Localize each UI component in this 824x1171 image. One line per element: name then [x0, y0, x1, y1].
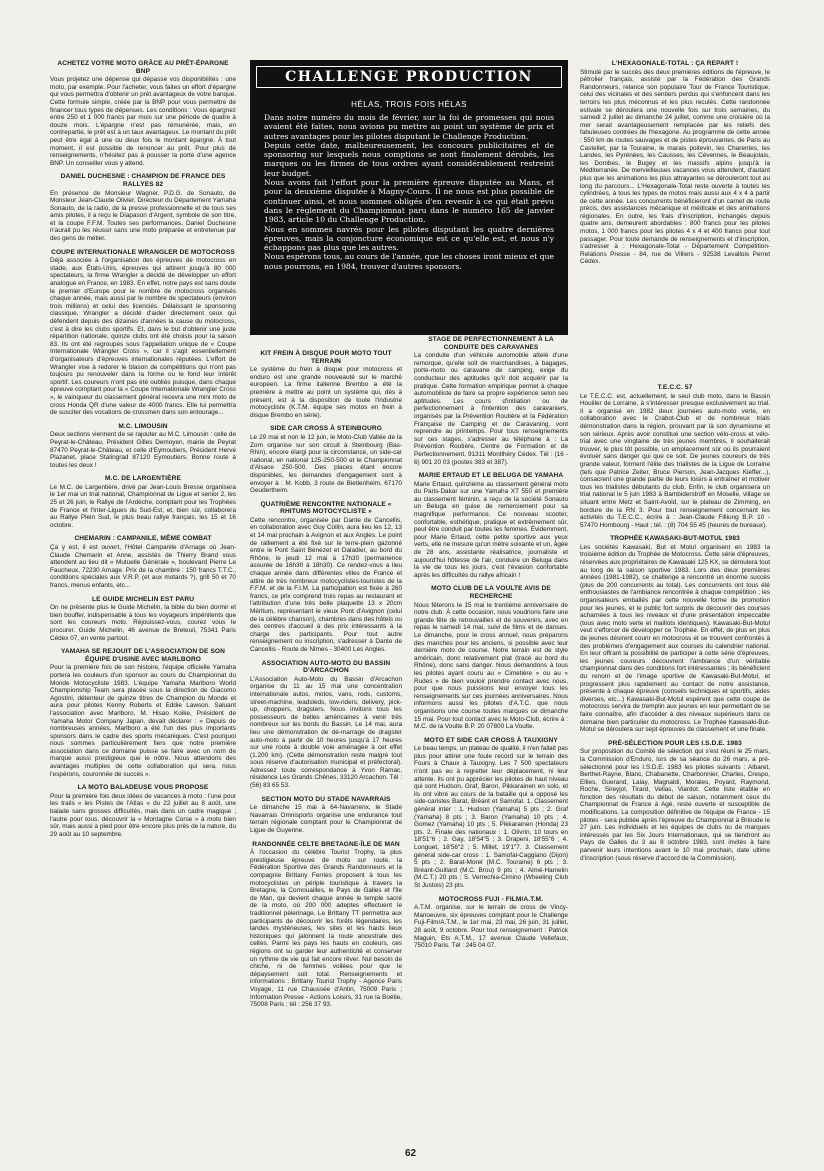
article-text: On ne présente plus le Guide Michelin, la bible du bien dormir et bien bouffer, indispensable à tous les voyageurs impénitents que sont les coureurs moto. Réjouissez-vous, courez vous le procurer. Guide Michelin, 46 avenue de Breteuil, 75341 Paris Cédex 07, en vente partout. — [50, 604, 236, 642]
article-text: Nous fêterons le 15 mai le trentième anniversaire de notre club. À cette occasion, nous voudrions faire une grande fête de retrouvailles et de souvenirs, avec en repas le samedi 14 mai, suivi de films et de danses. Le dimanche, pour le cross annuel, nous préparons des manches pour les anciens, si possible avec leur dernière moto de course. Notre terrain est de style américain, donc relativement plat (tracé au bord du Rhône), donc sans danger. Nous demandons à tous les pilotes ayant couru au « Cimetière » ou au « Rudes » de bien vouloir prendre contact avec nous, pour que nous puissions leur envoyer tous les renseignements sur ces journées anniversaires. Nous informons aussi les pilotes d'A.T.C. que nous organisons une course toutes marques ce dimanche 15 mai. Pour tout contact avec le Moto-Club, écrire à : M.C. de la Voulte B.P. 20 07800 La Voulte. — [414, 601, 568, 731]
article-text: A.T.M. organise, sur le terrain de cross de Vincy-Manoeuvre, six épreuves comptant pour le Challenge Fuji-Film/A.T.M., le 1er mai, 23 mai, 26 juin, 31 juillet, 28 août, 9 octobre. Pour tout renseignement : Patrick Maguin, Ets A.T.M., 17 avenue Claude Vellefaux, 75010 Paris. Tél : 245 04 07. — [414, 904, 568, 950]
article-title: M.C. DE LARGENTIÈRE — [105, 475, 181, 483]
article-title: CHEMARIN : CAMPANILE, MÊME COMBAT — [74, 535, 212, 543]
article-title: DANIEL DUCHESNE : CHAMPION DE FRANCE DES RALLYES 82 — [60, 173, 226, 188]
article — [50, 596, 236, 643]
article — [250, 350, 402, 419]
article — [414, 336, 568, 466]
article-text: La conduite d'un véhicule automobile attelé d'une remorque, qu'elle soit de marchandises, à bagages, porte-moto ou caravane de camping, exige du conducteur des aptitudes qu'il doit acquérir par la pratique. Cette formation empirique permet à chaque automobiliste de faire sa propre expérience selon ses aptitudes. Les cours d'initiation ou de perfectionnement à l'intention des caravaniers, organisés par la Prévention Routière et la Fédération Française de Camping et de Caravaning, vont reprendre au printemps. Pour tous renseignements sur ces stages, s'adresser au téléphone à : La Prévention Routière, Centre de Formation et de Perfectionnement, 91311 Montlhéry Cédex. Tél : (16 - 6) 901 20 03 (postes 383 et 387). — [414, 352, 568, 466]
column-2 — [250, 350, 402, 1015]
article-text: Le 29 mai et non le 12 juin, le Moto-Club Vallée de la Zorn organise sur son circuit à Steinbourg (Bas-Rhin), encore élargi pour la circonstance, un side-car national, en national 125-250-500 et le Championnat d'Alsace 250-500. Des places étant encore disponibles, les demandes d'engagement sont à envoyer à : M. Kobb, 3 route de Bietlenheim, 67170 Geudertheim. — [250, 433, 402, 495]
article-text: Ça y est, il est ouvert, l'Hôtel Campanile d'Arnage où Jean-Claude Chemarin et Anne, assistés de Thierry Brand vous attendent au lieu dit « Mutuelle Générale », boulevard Pierre Le Faucheux, 72230 Arnage. Prix de la chambre : 150 francs T.T.C., conditions spéciales aux V.R.P. (et aux motards ?), grill 50 et 70 francs, menus enfants, etc... — [50, 544, 236, 589]
article-text: Stimulé par le succès des deux premières éditions de l'épreuve, le pétrolier français, assisté par la Fédération des Grands Randonneurs, relance son populaire Tour de France Touristique, celui des vicinales et des sentiers perdus qui s'enfoncent dans les terroirs les plus méconnus et les plus reculés. Cette randonnée estivale se déroulera une nouvelle fois sur trois semaines, du samedi 2 juillet au dimanche 24 juillet, comme une croisière où la mer serait avantageusement remplacée par les reliefs des fabuleuses contrées de l'hexagone. Au programme de cette année : 550 km de routes sauvages et de pistes éprouvantes, de Paris au Castellet, par la Touraine, le marais poitevin, les Charentes, les Landes, les Pyrénées, les Causses, les Cévennes, le Beaujolais, les Dombes, le Bugey et les massifs alpins jusqu'à la Méditerranée. De merveilleuses vacances vous attendent, d'autant plus que les animations les plus attrayantes se dérouleront tout au long du parcours... L'Hexagonale-Total reste ouverte à toutes les cylindrées, à tous les types de motos mais aussi aux 4 x 4 à partir de cette année. Les concurrents bénéficieront d'un carnet de route précis, des assistances mécanique et médicale et des animations régionales. En outre, les frais d'inscription, inchangés depuis quatre ans, demeurent abordables : 800 francs pour les pilotes motos, 1 000 francs pour les pilotes 4 x 4 et 400 francs pour tout passager. Pour toute demande de renseignements et d'inscription, s'adresser à : Hexagonale-Total - Département Compétition-Relations Presse - 84, rue de Villiers - 92538 Levallois Perret Cédex. — [580, 68, 770, 266]
article-title: YAMAHA SE REJOUIT DE L'ASSOCIATION DE SON ÉQUIPE D'USINE AVEC MARLBORO — [60, 648, 226, 663]
article-title: ACHETEZ VOTRE MOTO GRÂCE AU PRÊT-ÉPARGNE BNP — [57, 60, 229, 75]
article — [580, 60, 770, 266]
column-4 — [580, 384, 770, 868]
article-text: Le dimanche 15 mai à 64-Navarrenx, le Stade Navarrais Omnisports organise une endurance tout terrain régionale comptant pour le Championnat de Ligue de Guyenne. — [250, 804, 402, 835]
article-text: Le M.C. de Largentière, drivé par Jean-Louis Bresse organisera le 1er mai un trial national, Championnat de Ligue et senior 2, les 25 et 26 juin, le Rallye de l'Ardèche, comptant pour les Trophées de France et l'Inter-Ligues du Sud-Est, et, bien sûr, collaborera au Rallye Plein Sud, le plus beau rallye français, les 15 et 16 octobre. — [50, 483, 236, 529]
article — [50, 249, 236, 417]
article — [580, 384, 770, 529]
article-text: En présence de Monsieur Wagner, P.D.G. de Sonauto, de Monsieur Jean-Claude Olivier, Directeur du Département Yamaha Sonauto, de la radio, de la presse professionnelle et de tous ses amis pilotes, il a reçu le Diapason d'Argent, symbole de son titre, et la coupe F.F.M. Toutes ses performances, Daniel Duchesne n'aurait pu les réussir sans une moto préparée et entretenue par des gens de métier. — [50, 189, 236, 243]
article-title: SIDE CAR CROSS À STEINBOURG — [270, 425, 382, 433]
article-title: L'HEXAGONALE-TOTAL : ÇA REPART ! — [611, 60, 739, 67]
article-title: LA MOTO BALADEUSE VOUS PROPOSE — [77, 784, 209, 792]
challenge-subtitle: HÉLAS, TROIS FOIS HÉLAS — [351, 100, 467, 109]
article-text: Pour la première fois deux idées de vacances à moto : l'une pour les trails « les Pistes de l'Atlas » du 22 juillet au 8 août, une balade sans grosses difficultés, mais dans un cadre magique ; l'autre pour tous, découvrir la « Montagne Corse » à moto bien sûr, mais aussi à pied pour être encore plus près de la nature, du 29 août au 10 septembre. — [50, 792, 236, 838]
challenge-banner-title: CHALLENGE PRODUCTION — [285, 69, 533, 85]
article-text: Les sociétés Kawasaki, But et Motul organisent en 1983 la troisième édition du Trophée de Motocross. Cette série d'épreuves, réservées aux propriétaires de Kawasaki 125 KX, se déroulera tout au long de la saison sportive 1983. Lors des deux premières années (1981-1982), ce challenge a rencontré un énorme succès (plus de 200 concurrents au total). Les concurrents ont tous été enthousiastes de l'ambiance rencontrée à chaque compétition ; les organisateurs emballés par cette nouvelle forme de promotion pour les jeunes, et le public fort surpris de découvrir des courses acharnées à tous les niveaux et d'une présentation impeccable (tous avec moto verte et maillots identiques). Kawasaki-But-Motul veut s'efforcer de développer ce Trophée. En effet, de plus en plus de jeunes désirent courir en motocross et se trouvent confrontés à des problèmes d'engagement aux courses du calendrier national. En leur offrant la possibilité de participer à cette série d'épreuves, les jeunes coureurs découvrent l'ambiance d'un véritable championnat dans des conditions fort intéressantes ; ils bénéficient du renom et de l'image sportive de Kawasaki-But-Motul, et progressent plus rapidement au contact de notre assistance, présente à chaque épreuve (conseils techniques et sportifs, aides diverses, etc...) Kawasaki-But-Motul espèrent que cette coupe de motocross servira de tremplin aux jeunes en leur permettant de se faire connaître, afin d'accéder à des niveaux supérieurs dans ce domaine bien particulier du motocross. Le Trophée Kawasaki-But-Motul se déroulera sur sept épreuves de classement et une finale. — [580, 543, 770, 734]
challenge-paragraph: Nous en sommes navrés pour les pilotes disputant les quatre dernières épreuves, mais la conjoncture économique est ce qu'elle est, et nous n'y échappons pas plus que les autres. — [264, 224, 554, 253]
article-title: COUPE INTERNATIONALE WRANGLER DE MOTOCROSS — [51, 248, 235, 256]
article-text: À l'occasion du célèbre Tourist Trophy, la plus prestigieuse épreuve de moto sur route, la Fédération Sportive des Grands Randonneurs et la compagnie Brittany Ferries proposent à tous les motocyclistes un périple touristique à travers la Bretagne, la Cornouailles, le Pays de Galles et l'île de Man, qui devient chaque année le temple sacré de la moto, où 200 000 adeptes effectuent le traditionnel pèlerinage. Le Brittany TT permettra aux participants de découvrir les forêts légendaires, les landes mystérieuses, les sites et les hauts lieux historiques qui jalonnent la route ancestrale des celtes. Parmi les pays les hauts en couleurs, ces régions ont su garder leur authenticité et conserver un rythme de vie qui fait encore rêver. Nul besoin de chiche, ni de femmes voilées pour que le dépaysement soit total. Renseignements et informations : Brittany Tourist Trophy - Agence Paris Voyage, 11 rue Chaussée d'Antin, 75009 Paris ; Information Presse - Actions Loisirs, 31 rue la Boétie, 75008 Paris ; tél : 256 37 93. — [250, 849, 402, 1009]
article — [50, 475, 236, 529]
article-text: Le beau temps, un plateau de qualité, il n'en fallait pas plus pour attirer une foule record sur le terrain des Fours à Chaux à Tauxigny. Les 7 500 spectateurs n'ont pas eu à regretter leur déplacement, ni leur attente. Ils ont pu apprécier les pilotes de haut niveau qui sont Hudson, Graf, Baron, Pikkarainen en solo, et ils ont vibré au cours de la bataille qui a opposé les side-caristes Barat, Bréant et Samofal. 1. Classement général inter : 1. Hudson (Yamaha) 5 pts ; 2. Graf (Yamaha) 8 pts ; 3. Baron (Yamaha) 10 pts ; 4. Gomez (Yamaha) 10 pts ; 5. Pikkarainen (Honda) 23 pts. 2. Finale des nationaux : 1. Olivrin, 10 tours en 18'51"6 ; 2. Gay, 18'54"5 ; 3. Drapeni, 18'55"6 ; 4. Longuet, 18'56"2 ; 5. Millet, 19'1"7. 3. Classement général side-car cross : 1. Samofal-Caggiano (Dijon) 5 pts ; 2. Barat-Morel (M.C. Touraine) 6 pts ; 3. Bréant-Guillard (M.C. Brou) 9 pts ; 4. Aimé-Hamelin (M.C.T.) 20 pts ; 5. Verrechia-Cimino (Wheeling Club St Justois) 23 pts. — [414, 745, 568, 889]
challenge-paragraph: Nous espérons tous, au cours de l'année, que les choses iront mieux et que nous pourrons, en 1984, trouver d'autres sponsors. — [264, 252, 554, 271]
article — [414, 472, 568, 579]
challenge-body — [250, 113, 568, 271]
article-text: L'Association Auto-Moto du Bassin d'Arcachon organise du 11 au 15 mai une concentration internationale autos, motos, vans, rods, customs, street-machine, leadsleds, low-riders, delivery, pick-up, choppers, dragsters. Nous invitons tous les possesseurs de belles américaines à venir très nombreux sur les bords du Bassin. Le 14 mai, aura lieu une démonstration de dé-marrage de dragster auto-moto à partir de 10 heures jusqu'à 17 heures sur une route à double voie aménagée à cet effet (1.200 km). (Cette démonstration reste malgré tout sous réserve d'autorisation municipal et préfectoral). Adressez toute correspondance à Yvon Ramac, résidence Les Grands Chênes, 33120 Arcachon. Tél : (56) 83 65 53. — [250, 675, 402, 790]
article-title: MOTO CLUB DE LA VOULTE AVIS DE RECHERCHE — [431, 585, 551, 600]
article-title: TROPHÉE KAWASAKI-BUT-MOTUL 1983 — [610, 535, 740, 543]
article — [250, 796, 402, 835]
article-title: KIT FREIN À DISQUE POUR MOTO TOUT TERRAIN — [260, 350, 392, 365]
column-4-top — [580, 60, 770, 272]
challenge-production-box — [250, 60, 568, 335]
article-title: M.C. LIMOUSIN — [118, 422, 168, 430]
article-text: Marie Ertaud, quinzième au classement général moto du Paris-Dakar sur une Yamaha XT 550 et première au classement féminin, a reçu de la société Sonauto un Beluga en guise de remerciement pour sa magnifique performance. Ce nouveau scooter, confortable, esthétique, pratique et extrêmement sûr, peut être conduit par toutes les femmes. Évidemment, pour Marie Ertaud, cette petite sportive aux yeux verts, elle ne mesure qu'un mètre soixante et un, âgée de 28 ans, assistante réalisatrice, journaliste et aujourd'hui hôtesse de l'air, conduire un Beluga dans la vie de tous les jours, c'est l'évasion confortable après les difficultés du rallye africain ! — [414, 480, 568, 579]
challenge-paragraph: Depuis cette date, malheureusement, les concours publicitaires et de sponsoring sur lesquels nous comptions se sont finalement dérobés, les marques ou les firmes de tous ordres ayant considérablement restreint leur budget. — [264, 140, 554, 178]
article-title: PRÉ-SÉLECTION POUR LES I.S.D.E. 1983 — [608, 739, 742, 747]
challenge-banner — [256, 66, 562, 88]
article-text: Déjà associée à l'organisation des épreuves de motocross en stade, aux États-Unis, épreuves qui attirent jusqu'à 80 000 spectateurs, la firme Wrangler a décidé de développer un effort analogue en France, en 1983. En effet, notre pays est sans doute le premier d'Europe pour le nombre de motocross organisés chaque année, mais aussi par le nombre de spectateurs (environ trois millions) et celui des licenciés. Délaissant le sponsoring classique, Wrangler a décidé d'aider directement ceux qui défendent depuis des dizaines d'années la cause du motocross, c'est à dire les clubs sportifs. Et, dans le but d'obtenir une juste répartition nationale, quinze clubs ont été choisis pour la saison 83. Ils ont été regroupés sous l'appellation unique de « Coupe Internationale Wrangler Cross », car il s'agit essentiellement d'organisateurs d'épreuves internationales réputées. L'effort de Wrangler vise à redorer le blason de compétitions qui n'ont pas toujours pu renouveler dans la forme ou le fond leur intérêt sportif. Les coureurs n'ont pas été oubliés puisque, dans chaque épreuve comptant pour la « Coupe Internationale Wrangler Cross », le vainqueur du classement général recevra une mini moto de cross Honda QR d'une valeur de 4000 francs. Elle lui permettra de susciter des vocations de crossmen dans son entourage... — [50, 257, 236, 417]
article — [50, 784, 236, 838]
article — [250, 660, 402, 790]
column-1 — [50, 60, 236, 844]
article-title: QUATRIÈME RENCONTRE NATIONALE « RHITUMS MOTOCYCLISTE » — [260, 500, 392, 516]
article — [50, 423, 236, 470]
article-text: Cette rencontre, organisée par Dante de Cancellis, en collaboration avec Guy Collin, aura lieu les 12, 13 et 14 mai prochain à Avignon et aux Angles. Le point de ralliement a été fixé sur le terre-plein gazonné entre le Pont Saint Bénézet et Daladier, au bord du Rhône, le jeudi 12 mai à 17h30 (permanence assurée de 16h30 à 18h30). Ce rendez-vous a lieu chaque année dans différentes villes de France et attire de très nombreux motocyclistes-touristes de la F.F.M. et de la F.I.M. La participation est fixée à 260 francs, ce prix comprend trois repas au restaurant et l'attribution d'une très belle plaquette 13 x 20cm Méritum, représentant le vieux Pont d'Avignon (celui de la célèbre chanson), chambres dans des hôtels ou des centres d'accueil à des prix intéressants à la charge des participants. Pour tout autre renseignement ou inscription, s'adresser à Dante de Cancellis - Route de Nîmes - 30400 Les Angles. — [250, 516, 402, 653]
article-text: Sur proposition du Comité de sélection qui s'est réuni le 25 mars, la Commission d'Enduro, lors de sa séance du 26 mars, a pré-sélectionné pour les I.S.D.E. 1983 les pilotes suivants : Albaret, Berthet-Rayne, Blanc, Chabanette, Charbonnier, Charles, Crespo, Ellies, Guerand, Lalay, Magnaldi, Morales, Poyard, Raymond, Roche, Sireyjol, Tirard, Vellas, Viardot. Cette liste établie en fonction des résultats du début de saison, notamment ceux du Championnat de France à Agé, reste ouverte et susceptible de modifications. La composition définitive de l'équipe de France - 15 pilotes - sera publiée après l'épreuve du Championnat à Brioude le 27 juin. Les individuels et les équipes de clubs ou de marques intéressés par les Six Jours Internationaux, qui se tiendront au Pays de Galles du 3 au 8 octobre 1983, sont invités à faire parvenir leurs intentions avant le 10 mai prochain, date ultime d'inscription (sous réserve d'accord de la Commission). — [580, 748, 770, 862]
article-text: Pour la première fois de son histoire, l'équipe officielle Yamaha portera les couleurs d'un sponsor au cours du Championnat du Monde Motocycliste 1983. L'équipe Yamaha Marlboro World Championship Team sera placée sous la direction de Giacomo Agostini, détenteur de quinze titres de Champion du Monde et aura pour pilotes Kenny Roberts et Eddie Lawson. Saluant l'association avec Marlboro, M. Hisao Koike, Président de Yamaha Motor Company Japan, devait déclarer : « Depuis de nombreuses années, Marlboro a été l'un des plus importants sponsors dans le cadre des sports mécaniques. C'est pourquoi nous sommes particulièrement fiers que notre première association dans ce domaine puisse se faire avec un nom de marque aussi prestigieux que le nôtre. Nous attendons des avantages multiples de cette collaboration qui sera, nous l'espérons, couronnée de succès ». — [50, 664, 236, 778]
article-text: Vous projetez une dépense qui dépasse vos disponibilités : une moto, par exemple. Pour l'acheter, vous faites un effort d'épargne qui vous permettra d'obtenir un prêt avantageux de votre banque. Cette formule simple, créée par la BNP pour vous permettre de financer tous types de dépenses. Les conditions : Vous épargnez entre 250 et 1 000 francs par mois sur une période de quatre à douze mois. L'épargne n'est pas rémunérée, mais, en contrepartie, le prêt est à un taux avantageux. Le montant du prêt peut être égal à une ou deux fois le montant épargné. À tout moment, il est possible de renoncer au prêt. Pour plus de renseignements, n'hésitez pas à pousser la porte d'une agence BNP. Un conseiller vous y attend. — [50, 76, 236, 167]
article — [414, 585, 568, 730]
article — [414, 896, 568, 950]
article-title: ASSOCIATION AUTO-MOTO DU BASSIN D'ARCACHON — [261, 659, 391, 675]
article — [250, 841, 402, 1009]
article — [50, 60, 236, 167]
article-title: MOTO ET SIDE CAR CROSS À TAUXIGNY — [424, 736, 558, 744]
page-number: 62 — [405, 1148, 417, 1159]
article — [580, 740, 770, 863]
column-3 — [414, 336, 568, 956]
article-text: Le T.E.C.C. est, actuellement, le seul club moto, dans le Bassin Houiller de Lorraine, à s'intéresser presque exclusivement au trial. Il a organisé en 1982 deux journées auto-moto verte, en collaboration avec le Crabot-Club et de nombreux trials démonstration dans la région, prouvant par là son dynamisme et son sérieux. Après avoir constitué une section vélo-cross et vélo-trial avec une vingtaine de très jeunes membres, il souhaiterait trouver, le plus tôt possible, un emplacement sûr où ils pourraient évoluer sans danger qui que ce soit. De jeunes coureurs de très grande valeur, forment l'élite des trialistes de la Ligue de Lorraine (tels que Patrice Zeiter, Bruce Pierson, Jean-Jacques Kieffer...), consacrent une grande partie de leurs loisirs à entraîner et motiver tous les trialistes débutants du club. Enfin, le club organisera un trial national le 5 juin 1983 à Bambiderstroff en Moselle, village se situant entre Metz et Saint-Avold, sur le plateau de Zimming, en bordure de la RN 3. Pour tout renseignement concernant les activités du T.E.C.C., écrire à : Jean-Claude Filliung B.P. 10 - 57470 Hombourg - Haut ; tél. : (8) 704 55 45 (heures de bureaux). — [580, 392, 770, 529]
challenge-paragraph: Nous avons fait l'effort pour la première épreuve disputée au Mans, et pour la deuxième disputée à Magny-Cours. Il ne nous est plus possible de continuer ainsi, et nous sommes obligés d'en revenir à ce qui était prévu dans le règlement du Championnat paru dans le numéro 165 de janvier 1983, article 10 du Challenge Production. — [264, 178, 554, 225]
challenge-paragraph: Dans notre numéro du mois de février, sur la foi de promesses qui nous avaient été faites, nous avions pu mettre au point un système de prix et autres avantages pour les pilotes disputant le Challenge Production. — [264, 113, 554, 141]
article-text: Deux sections viennent de se rajouter au M.C. Limousin : celle de Peyrat-le-Château, Président Gilles Demoyen, mairie de Peyrat 87470 Peyrat-le-Château, et celle d'Eymoutiers, Président Hervé Plazanet, place Stalingrad 87120 Eymoutiers. Bonne route à toutes les deux ! — [50, 431, 236, 469]
article — [50, 173, 236, 242]
article — [50, 535, 236, 589]
article — [580, 535, 770, 733]
article-title: MOTOCROSS FUJI - FILM/A.T.M. — [438, 895, 544, 903]
article-title: T.E.C.C. 57 — [657, 384, 693, 391]
article-text: Le système du frein à disque pour motocross et enduro est une grande nouveauté sur le marché européen. La firme italienne Brembo a été la première à mettre au point un système qui, dès à présent, est à la disposition de toute l'industrie motocycliste (K.T.M. équipe ses motos en frein à disque Brembo en série). — [250, 366, 402, 419]
article — [250, 501, 402, 654]
article-title: LE GUIDE MICHELIN EST PARU — [91, 595, 195, 603]
article-title: MARIE ERTAUD ET LE BELUGA DE YAMAHA — [418, 472, 564, 480]
article — [250, 425, 402, 494]
article-title: SECTION MOTO DU STADE NAVARRAIS — [261, 795, 391, 803]
article — [50, 648, 236, 778]
article-title: RANDONNÉE CELTE BRETAGNE-ÎLE DE MAN — [252, 840, 400, 848]
article-title: STAGE DE PERFECTIONNEMENT À LA CONDUITE DES CARAVANES — [428, 336, 554, 351]
article — [414, 737, 568, 890]
